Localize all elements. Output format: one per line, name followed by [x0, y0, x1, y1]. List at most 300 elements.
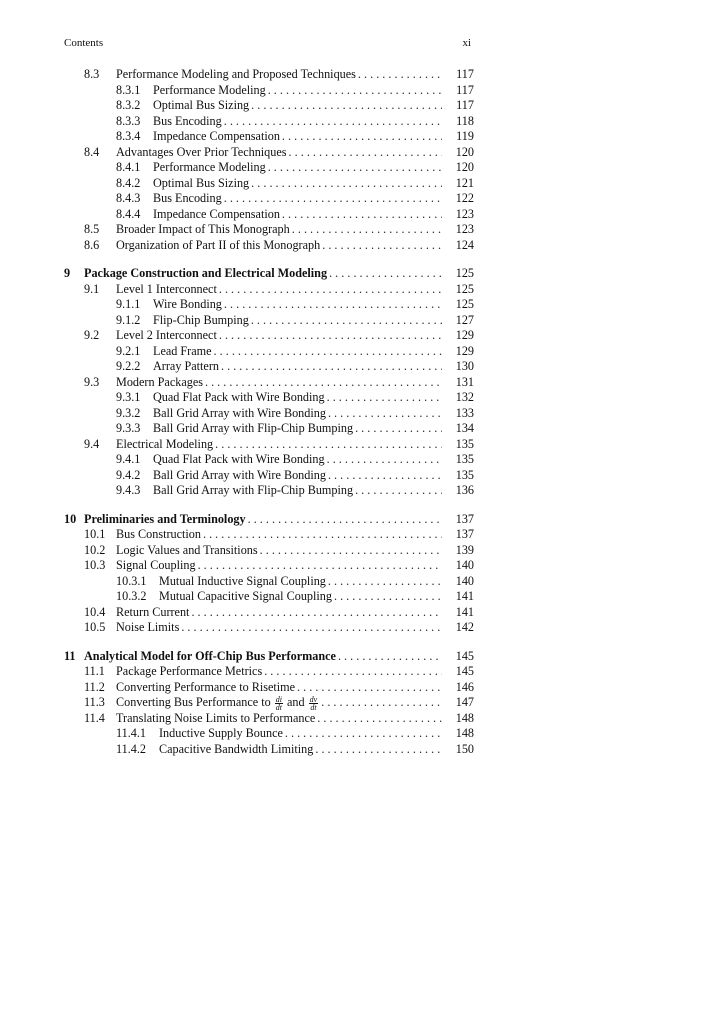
entry-title-leader	[116, 437, 442, 453]
dot-leader	[221, 359, 442, 375]
toc-section-entry[interactable]	[64, 222, 474, 238]
toc-section-entry[interactable]	[64, 558, 474, 574]
entry-page-number: 136	[455, 483, 474, 497]
toc-subsection-entry[interactable]	[64, 160, 474, 176]
dot-leader	[198, 558, 442, 574]
entry-title	[153, 207, 282, 223]
toc-subsection-entry[interactable]	[64, 406, 474, 422]
dot-leader	[214, 344, 442, 360]
entry-number: 9.2.2	[116, 359, 141, 373]
entry-number: 10	[64, 511, 77, 526]
entry-title-text: Performance Modeling	[153, 160, 266, 174]
entry-title-leader	[153, 176, 442, 192]
entry-title	[153, 83, 268, 99]
entry-title-text: Broader Impact of This Monograph	[116, 222, 290, 236]
entry-title-leader	[116, 695, 442, 711]
toc-subsection-entry[interactable]	[64, 742, 474, 758]
entry-title-text: Ball Grid Array with Flip-Chip Bumping	[153, 483, 354, 497]
entry-title	[153, 176, 251, 192]
entry-title-text: Optimal Bus Sizing	[153, 175, 250, 190]
toc-subsection-entry[interactable]	[64, 390, 474, 406]
entry-number: 8.5	[84, 222, 100, 236]
entry-title-leader	[116, 680, 442, 696]
dot-leader	[205, 375, 442, 391]
dot-leader	[358, 67, 442, 83]
entry-title-leader	[84, 512, 442, 528]
entry-title	[116, 527, 203, 543]
entry-title	[159, 589, 334, 605]
entry-page-number: 132	[455, 390, 474, 404]
entry-page-number: 135	[455, 452, 474, 466]
entry-title-text: Translating Noise Limits to Performance	[116, 710, 316, 725]
entry-number: 9	[64, 266, 71, 280]
dot-leader	[322, 238, 442, 254]
entry-title-leader	[153, 313, 442, 329]
entry-title-text: Modern Packages	[116, 374, 203, 389]
entry-title	[153, 406, 328, 422]
entry-title-text: Organization of Part II of this Monograph	[116, 237, 321, 252]
dot-leader	[251, 313, 442, 329]
dot-leader	[355, 421, 442, 437]
toc-section-entry[interactable]	[64, 695, 474, 711]
toc-subsection-entry[interactable]	[64, 98, 474, 114]
toc-subsection-entry[interactable]	[64, 574, 474, 590]
entry-title-text: Impedance Compensation	[153, 129, 280, 143]
dot-leader	[268, 83, 442, 99]
entry-page-number: 141	[455, 604, 474, 619]
entry-page-number: 117	[456, 98, 474, 112]
toc-section-entry[interactable]	[64, 664, 474, 680]
toc-subsection-entry[interactable]	[64, 83, 474, 99]
dot-leader	[289, 145, 442, 161]
toc-subsection-entry[interactable]	[64, 207, 474, 223]
toc-section-entry[interactable]	[64, 527, 474, 543]
entry-title-leader	[84, 266, 442, 282]
toc-section-entry[interactable]	[64, 620, 474, 636]
entry-title-leader	[116, 145, 442, 161]
entry-number: 10.3	[84, 558, 106, 572]
dot-leader	[327, 452, 442, 468]
entry-page-number: 139	[455, 542, 474, 557]
header-page-number: xi	[462, 37, 471, 49]
entry-number: 8.3.4	[116, 129, 141, 143]
entry-title	[116, 605, 191, 621]
toc-subsection-entry[interactable]	[64, 297, 474, 313]
toc-section-entry[interactable]	[64, 238, 474, 254]
entry-title-text: Bus Construction	[116, 527, 201, 541]
entry-number: 9.1.1	[116, 297, 141, 311]
entry-title	[116, 543, 260, 559]
fraction-denominator: dt	[310, 702, 317, 711]
entry-title-text: Bus Encoding	[153, 113, 222, 128]
entry-page-number: 137	[455, 527, 474, 541]
entry-title-text: Converting Bus Performance to	[116, 695, 271, 709]
entry-title-leader	[116, 605, 442, 621]
entry-title	[153, 98, 251, 114]
entry-number: 8.4.2	[116, 175, 141, 190]
entry-page-number: 118	[456, 113, 474, 128]
entry-number: 11.4	[84, 710, 105, 725]
dot-leader	[219, 282, 442, 298]
entry-title-text: Converting Performance to Risetime	[116, 679, 296, 694]
entry-number: 9.1	[84, 281, 100, 296]
entry-page-number: 129	[455, 343, 474, 358]
toc-section-entry[interactable]	[64, 543, 474, 559]
dot-leader	[203, 527, 442, 543]
dot-leader	[224, 191, 442, 207]
toc-chapter-entry[interactable]	[64, 266, 474, 282]
entry-number: 9.4.3	[116, 483, 141, 497]
entry-title-leader	[153, 129, 442, 145]
entry-title-leader	[116, 328, 442, 344]
dot-leader	[315, 742, 442, 758]
entry-title-text: Bus Encoding	[153, 191, 222, 205]
toc-subsection-entry[interactable]	[64, 129, 474, 145]
toc-section-entry[interactable]	[64, 67, 474, 83]
entry-page-number: 119	[456, 129, 474, 143]
entry-title	[116, 711, 317, 727]
entry-title	[153, 468, 328, 484]
running-header	[64, 37, 471, 53]
entry-title	[116, 558, 198, 574]
dot-leader	[328, 406, 442, 422]
entry-title-leader	[116, 527, 442, 543]
entry-title-text: Analytical Model for Off-Chip Bus Performance	[84, 648, 336, 663]
entry-page-number: 150	[455, 741, 474, 756]
entry-title-text: Logic Values and Transitions	[116, 542, 258, 557]
entry-title-text: Advantages Over Prior Techniques	[116, 144, 287, 159]
dot-leader	[317, 711, 442, 727]
entry-number: 8.3.3	[116, 113, 141, 128]
entry-title	[153, 390, 327, 406]
dot-leader	[224, 297, 442, 313]
entry-title-leader	[153, 452, 442, 468]
toc-subsection-entry[interactable]	[64, 344, 474, 360]
entry-title	[153, 452, 327, 468]
entry-title-text: Ball Grid Array with Wire Bonding	[153, 405, 326, 420]
entry-number: 10.1	[84, 527, 106, 541]
entry-page-number: 145	[455, 648, 474, 663]
entry-title	[153, 483, 355, 499]
toc-section-entry[interactable]	[64, 145, 474, 161]
entry-title-text: Noise Limits	[116, 620, 180, 634]
dot-leader	[260, 543, 442, 559]
dot-leader	[264, 664, 442, 680]
entry-title-text: Flip-Chip Bumping	[153, 312, 249, 327]
entry-number: 9.1.2	[116, 312, 141, 327]
entry-title-text: Package Construction and Electrical Modeling	[84, 266, 328, 280]
entry-page-number: 133	[455, 405, 474, 420]
entry-title-leader	[153, 468, 442, 484]
dot-leader	[181, 620, 442, 636]
entry-number: 8.3.2	[116, 98, 141, 112]
entry-page-number: 130	[455, 359, 474, 373]
entry-page-number: 140	[455, 573, 474, 588]
entry-page-number: 125	[455, 297, 474, 311]
entry-number: 8.4.4	[116, 206, 141, 221]
entry-number: 9.4.2	[116, 467, 141, 482]
entry-title-text: Lead Frame	[153, 343, 212, 358]
toc-subsection-entry[interactable]	[64, 589, 474, 605]
entry-title-leader	[116, 620, 442, 636]
dot-leader	[282, 129, 442, 145]
entry-number: 11	[64, 648, 76, 663]
entry-page-number: 131	[455, 374, 474, 389]
dot-leader	[285, 726, 442, 742]
entry-title	[116, 67, 358, 83]
entry-title	[159, 742, 315, 758]
entry-title	[116, 145, 289, 161]
entry-title	[159, 574, 328, 590]
toc-subsection-entry[interactable]	[64, 468, 474, 484]
entry-title-leader	[153, 406, 442, 422]
entry-title-leader	[153, 191, 442, 207]
entry-title-leader	[153, 359, 442, 375]
dot-leader	[224, 114, 442, 130]
entry-title-text: Mutual Capacitive Signal Coupling	[159, 589, 332, 603]
entry-title-leader	[159, 726, 442, 742]
entry-page-number: 123	[455, 206, 474, 221]
toc-subsection-entry[interactable]	[64, 191, 474, 207]
entry-title	[84, 649, 338, 665]
dot-leader	[327, 390, 442, 406]
math-fraction	[275, 696, 283, 711]
toc-subsection-entry[interactable]	[64, 359, 474, 375]
entry-page-number: 148	[455, 710, 474, 725]
entry-number: 10.5	[84, 620, 106, 634]
entry-page-number: 142	[455, 620, 474, 634]
entry-title-leader	[116, 558, 442, 574]
entry-title	[153, 421, 355, 437]
entry-title-text: Mutual Inductive Signal Coupling	[159, 573, 326, 588]
entry-title-text: Level 2 Interconnect	[116, 328, 217, 342]
toc-chapter-entry[interactable]	[64, 512, 474, 528]
entry-title-text: Quad Flat Pack with Wire Bonding	[153, 390, 325, 404]
entry-title	[84, 512, 248, 528]
entry-page-number: 121	[455, 175, 474, 190]
entry-title-leader	[153, 207, 442, 223]
entry-title-leader	[116, 711, 442, 727]
entry-title	[159, 726, 285, 742]
entry-page-number: 148	[455, 726, 474, 740]
toc-subsection-entry[interactable]	[64, 483, 474, 499]
entry-page-number: 122	[455, 191, 474, 205]
entry-title	[116, 664, 264, 680]
entry-title-text: Inductive Supply Bounce	[159, 726, 283, 740]
entry-number: 10.4	[84, 604, 106, 619]
entry-number: 8.4.3	[116, 191, 141, 205]
entry-title-leader	[153, 483, 442, 499]
entry-title-text: Wire Bonding	[153, 297, 222, 311]
entry-title-leader	[159, 589, 442, 605]
entry-number: 9.3.3	[116, 421, 141, 435]
entry-number: 8.6	[84, 237, 100, 252]
fraction-numerator: di	[275, 695, 282, 704]
entry-title	[153, 160, 268, 176]
entry-page-number: 134	[455, 421, 474, 435]
entry-title-leader	[159, 742, 442, 758]
toc-section-entry[interactable]	[64, 437, 474, 453]
dot-leader	[251, 98, 442, 114]
entry-title	[116, 375, 205, 391]
entry-title-leader	[153, 344, 442, 360]
entry-page-number: 125	[455, 266, 474, 280]
entry-title-text: Array Pattern	[153, 359, 219, 373]
entry-title	[116, 282, 219, 298]
entry-title	[116, 680, 297, 696]
entry-page-number: 124	[455, 237, 474, 252]
entry-title	[116, 238, 322, 254]
entry-title-leader	[153, 390, 442, 406]
toc-section-entry[interactable]	[64, 605, 474, 621]
entry-title	[153, 344, 214, 360]
entry-number: 8.3	[84, 67, 100, 81]
entry-title-conjunction: and	[287, 695, 305, 709]
entry-title-text: Signal Coupling	[116, 558, 196, 572]
entry-title-leader	[153, 421, 442, 437]
dot-leader	[334, 589, 442, 605]
entry-page-number: 120	[455, 144, 474, 159]
entry-title-text: Package Performance Metrics	[116, 664, 263, 678]
dot-leader	[219, 328, 442, 344]
entry-title	[116, 328, 219, 344]
entry-title-leader	[153, 297, 442, 313]
toc-chapter-entry[interactable]	[64, 649, 474, 665]
entry-title-leader	[159, 574, 442, 590]
entry-page-number: 127	[455, 312, 474, 327]
entry-page-number: 125	[455, 281, 474, 296]
entry-page-number: 129	[455, 328, 474, 342]
entry-title	[116, 620, 181, 636]
dot-leader	[297, 680, 442, 696]
entry-number: 9.3.2	[116, 405, 141, 420]
entry-title-text: Ball Grid Array with Flip-Chip Bumping	[153, 421, 354, 435]
toc-subsection-entry[interactable]	[64, 114, 474, 130]
dot-leader	[282, 207, 442, 223]
dot-leader	[338, 649, 442, 665]
header-section-title: Contents	[64, 37, 104, 49]
entry-title	[116, 222, 292, 238]
entry-title	[153, 297, 224, 313]
entry-title-leader	[116, 664, 442, 680]
entry-title-text: Return Current	[116, 604, 190, 619]
entry-title-leader	[153, 160, 442, 176]
entry-page-number: 147	[455, 695, 474, 709]
entry-title	[153, 359, 221, 375]
entry-title-leader	[153, 98, 442, 114]
entry-number: 10.3.2	[116, 589, 147, 603]
entry-title-leader	[116, 67, 442, 83]
fraction-numerator: dv	[309, 695, 318, 704]
entry-title	[153, 191, 224, 207]
entry-page-number: 117	[456, 82, 474, 97]
entry-title-text: Impedance Compensation	[153, 206, 280, 221]
dot-leader	[268, 160, 442, 176]
entry-number: 8.3.1	[116, 82, 141, 97]
entry-title-leader	[116, 375, 442, 391]
dot-leader	[215, 437, 442, 453]
entry-number: 11.3	[84, 695, 105, 709]
toc-subsection-entry[interactable]	[64, 176, 474, 192]
entry-title	[84, 266, 329, 282]
entry-title-leader	[116, 222, 442, 238]
toc-section-entry[interactable]	[64, 328, 474, 344]
entry-title-text: Quad Flat Pack with Wire Bonding	[153, 452, 325, 466]
toc-section-entry[interactable]	[64, 680, 474, 696]
entry-title-leader	[116, 238, 442, 254]
entry-number: 11.4.2	[116, 741, 147, 756]
math-fraction	[309, 696, 319, 711]
entry-title-text: Capacitive Bandwidth Limiting	[159, 741, 314, 756]
entry-number: 9.3	[84, 374, 100, 389]
entry-title	[116, 437, 215, 453]
entry-number: 11.4.1	[116, 726, 147, 740]
dot-leader	[355, 483, 442, 499]
toc-subsection-entry[interactable]	[64, 313, 474, 329]
entry-title-leader	[153, 83, 442, 99]
entry-number: 8.4	[84, 144, 100, 159]
entry-page-number: 141	[455, 589, 474, 603]
toc-subsection-entry[interactable]	[64, 726, 474, 742]
entry-number: 11.2	[84, 679, 105, 694]
toc-subsection-entry[interactable]	[64, 452, 474, 468]
toc-section-entry[interactable]	[64, 282, 474, 298]
fraction-denominator: dt	[275, 702, 282, 711]
entry-page-number: 135	[455, 436, 474, 451]
entry-page-number: 140	[455, 558, 474, 572]
entry-page-number: 123	[455, 222, 474, 236]
entry-title-text: Performance Modeling	[153, 82, 266, 97]
entry-title-leader	[84, 649, 442, 665]
dot-leader	[328, 574, 442, 590]
toc-section-entry[interactable]	[64, 711, 474, 727]
dot-leader	[292, 222, 442, 238]
entry-title	[153, 313, 251, 329]
dot-leader	[248, 512, 442, 528]
entry-number: 9.2	[84, 328, 100, 342]
entry-title-leader	[116, 543, 442, 559]
entry-title-leader	[153, 114, 442, 130]
entry-title	[116, 695, 321, 711]
table-of-contents	[64, 67, 474, 757]
entry-title-text: Performance Modeling and Proposed Techniques	[116, 67, 356, 81]
entry-page-number: 135	[455, 467, 474, 482]
entry-title-text: Optimal Bus Sizing	[153, 98, 250, 112]
entry-title-text: Preliminaries and Terminology	[84, 511, 246, 526]
entry-page-number: 137	[455, 511, 474, 526]
entry-title-text: Ball Grid Array with Wire Bonding	[153, 467, 326, 482]
dot-leader	[321, 695, 442, 711]
entry-title	[153, 129, 282, 145]
toc-section-entry[interactable]	[64, 375, 474, 391]
entry-number: 9.4	[84, 436, 100, 451]
entry-title-text: Electrical Modeling	[116, 436, 214, 451]
entry-page-number: 146	[455, 679, 474, 694]
entry-number: 11.1	[84, 664, 105, 678]
entry-page-number: 145	[455, 664, 474, 678]
entry-number: 9.4.1	[116, 452, 141, 466]
entry-page-number: 120	[455, 160, 474, 174]
dot-leader	[328, 468, 442, 484]
dot-leader	[329, 266, 442, 282]
dot-leader	[191, 605, 442, 621]
entry-number: 10.2	[84, 542, 106, 557]
toc-subsection-entry[interactable]	[64, 421, 474, 437]
entry-title-text: Level 1 Interconnect	[116, 281, 217, 296]
entry-page-number: 117	[456, 67, 474, 81]
entry-number: 8.4.1	[116, 160, 141, 174]
entry-number: 9.2.1	[116, 343, 141, 358]
